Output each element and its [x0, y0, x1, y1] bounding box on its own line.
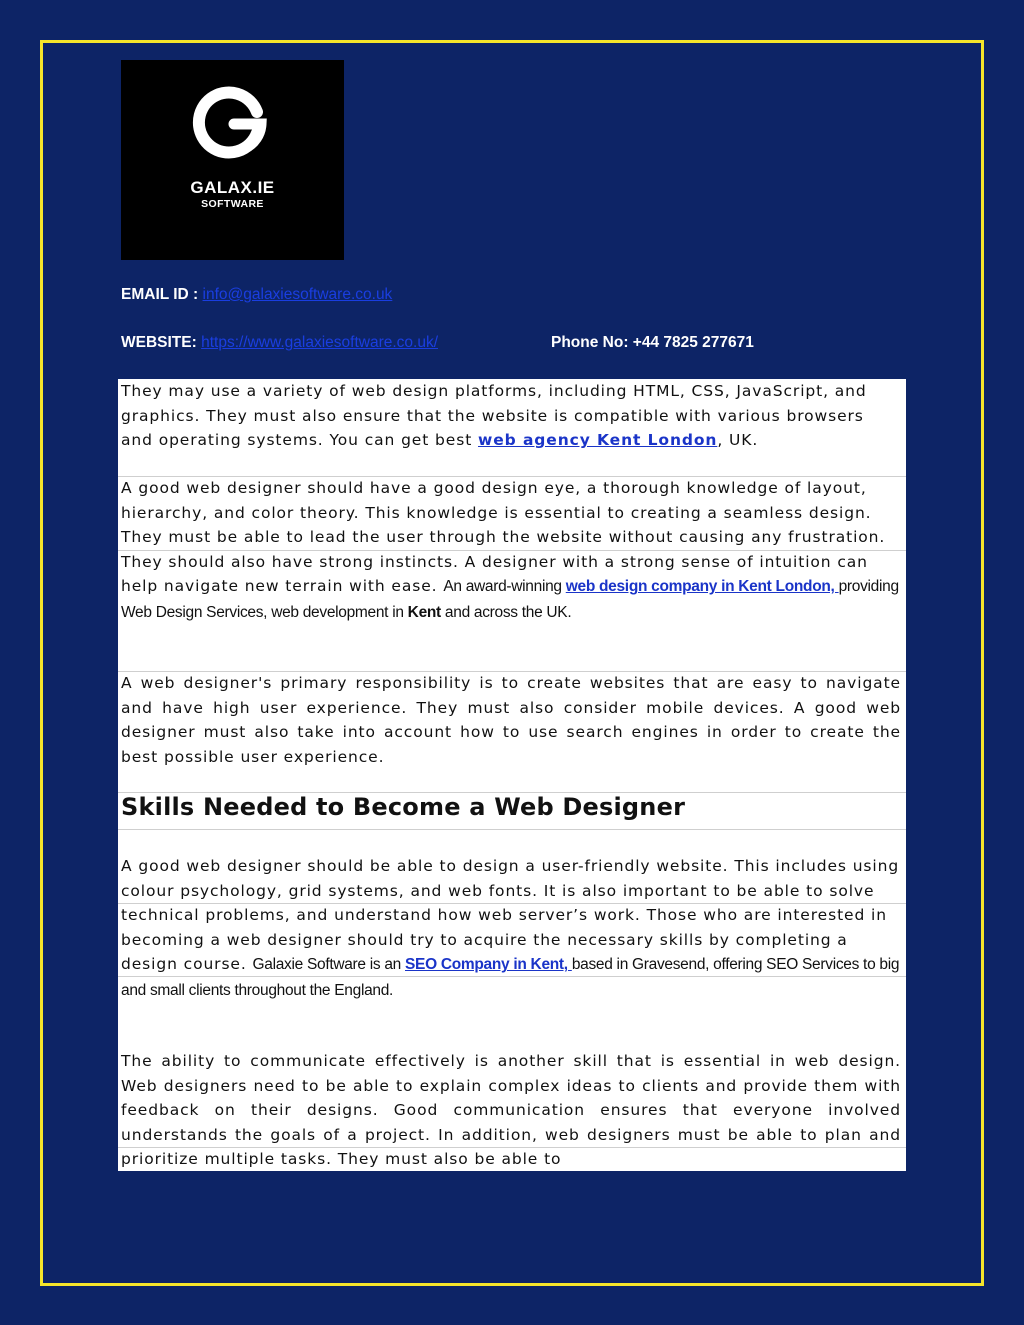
website-link[interactable]: https://www.galaxiesoftware.co.uk/: [201, 334, 439, 351]
galaxie-logo: [121, 60, 344, 260]
web-agency-kent-london-link[interactable]: web agency Kent London: [478, 431, 718, 450]
paragraph-2-kent: Kent: [407, 603, 441, 621]
paragraph-1-tail: , UK.: [717, 431, 759, 450]
divider: [118, 829, 906, 830]
section-heading: Skills Needed to Become a Web Designer: [121, 793, 686, 821]
paragraph-4-galaxie: Galaxie Software is an: [252, 956, 405, 974]
website-line: [121, 334, 754, 352]
phone-number: Phone No: +44 7825 277671: [551, 334, 754, 351]
paragraph-1-text: They may use a variety of web design platforms, including HTML, CSS, JavaScript, and graphics. They must also ensure that the website is compatible with various browsers and operating systems. You can get best: [121, 382, 867, 450]
email-line: [121, 286, 392, 304]
paragraph-4: [121, 854, 901, 1004]
content-panel: [118, 379, 906, 1171]
paragraph-2-services: providing Web Design Services, web development in: [121, 578, 899, 621]
g-letter-icon: [121, 60, 344, 180]
divider: [118, 550, 906, 551]
web-design-company-link[interactable]: web design company in Kent London,: [565, 578, 839, 596]
divider: [118, 903, 906, 904]
website-label: WEBSITE:: [121, 334, 197, 351]
email-link[interactable]: info@galaxiesoftware.co.uk: [202, 286, 393, 303]
paragraph-3: A web designer's primary responsibility is to create websites that are easy to navigate and have high user experience. They must also consider mobile devices. A good web designer must also take into account how to use search engines in order to create the best possible user experience.: [121, 674, 901, 766]
paragraph-4-tail: based in Gravesend, offering SEO Services to big and small clients throughout the England.: [121, 956, 900, 999]
seo-company-link[interactable]: SEO Company in Kent,: [405, 956, 572, 974]
paragraph-5: The ability to communicate effectively is another skill that is essential in web design. Web designers need to be able to explain complex ideas to clients and provide them with feedback on their designs. Good communication ensures that everyone involved understands the goals of a project. In addition, web designers must be able to plan and prioritize multiple tasks. They must also be able to: [121, 1052, 901, 1169]
paragraph-4-text: A good web designer should be able to design a user-friendly website. This includes using colour psychology, grid systems, and web fonts. It is also important to be able to solve technical problems, and understand how web server’s work. Those who are interested in becoming a web designer should try to acquire the necessary skills by completing a design course.: [121, 857, 900, 974]
logo-brand-name: GALAX.IE: [190, 178, 275, 197]
paragraph-1: [121, 379, 901, 453]
paragraph-2-tail: and across the UK.: [440, 603, 572, 621]
logo-brand-sub: SOFTWARE: [201, 198, 264, 210]
paragraph-2-award: An award-winning: [443, 578, 566, 596]
divider: [118, 976, 906, 977]
email-label: EMAIL ID :: [121, 286, 199, 303]
divider: [118, 1147, 906, 1148]
paragraph-2-text: A good web designer should have a good design eye, a thorough knowledge of layout, hierarchy, and color theory. This knowledge is essential to creating a seamless design. They must be able to lead the user through the website without causing any frustration. They should also have strong instincts. A designer with a strong sense of intuition can help navigate new terrain with ease.: [121, 479, 886, 596]
